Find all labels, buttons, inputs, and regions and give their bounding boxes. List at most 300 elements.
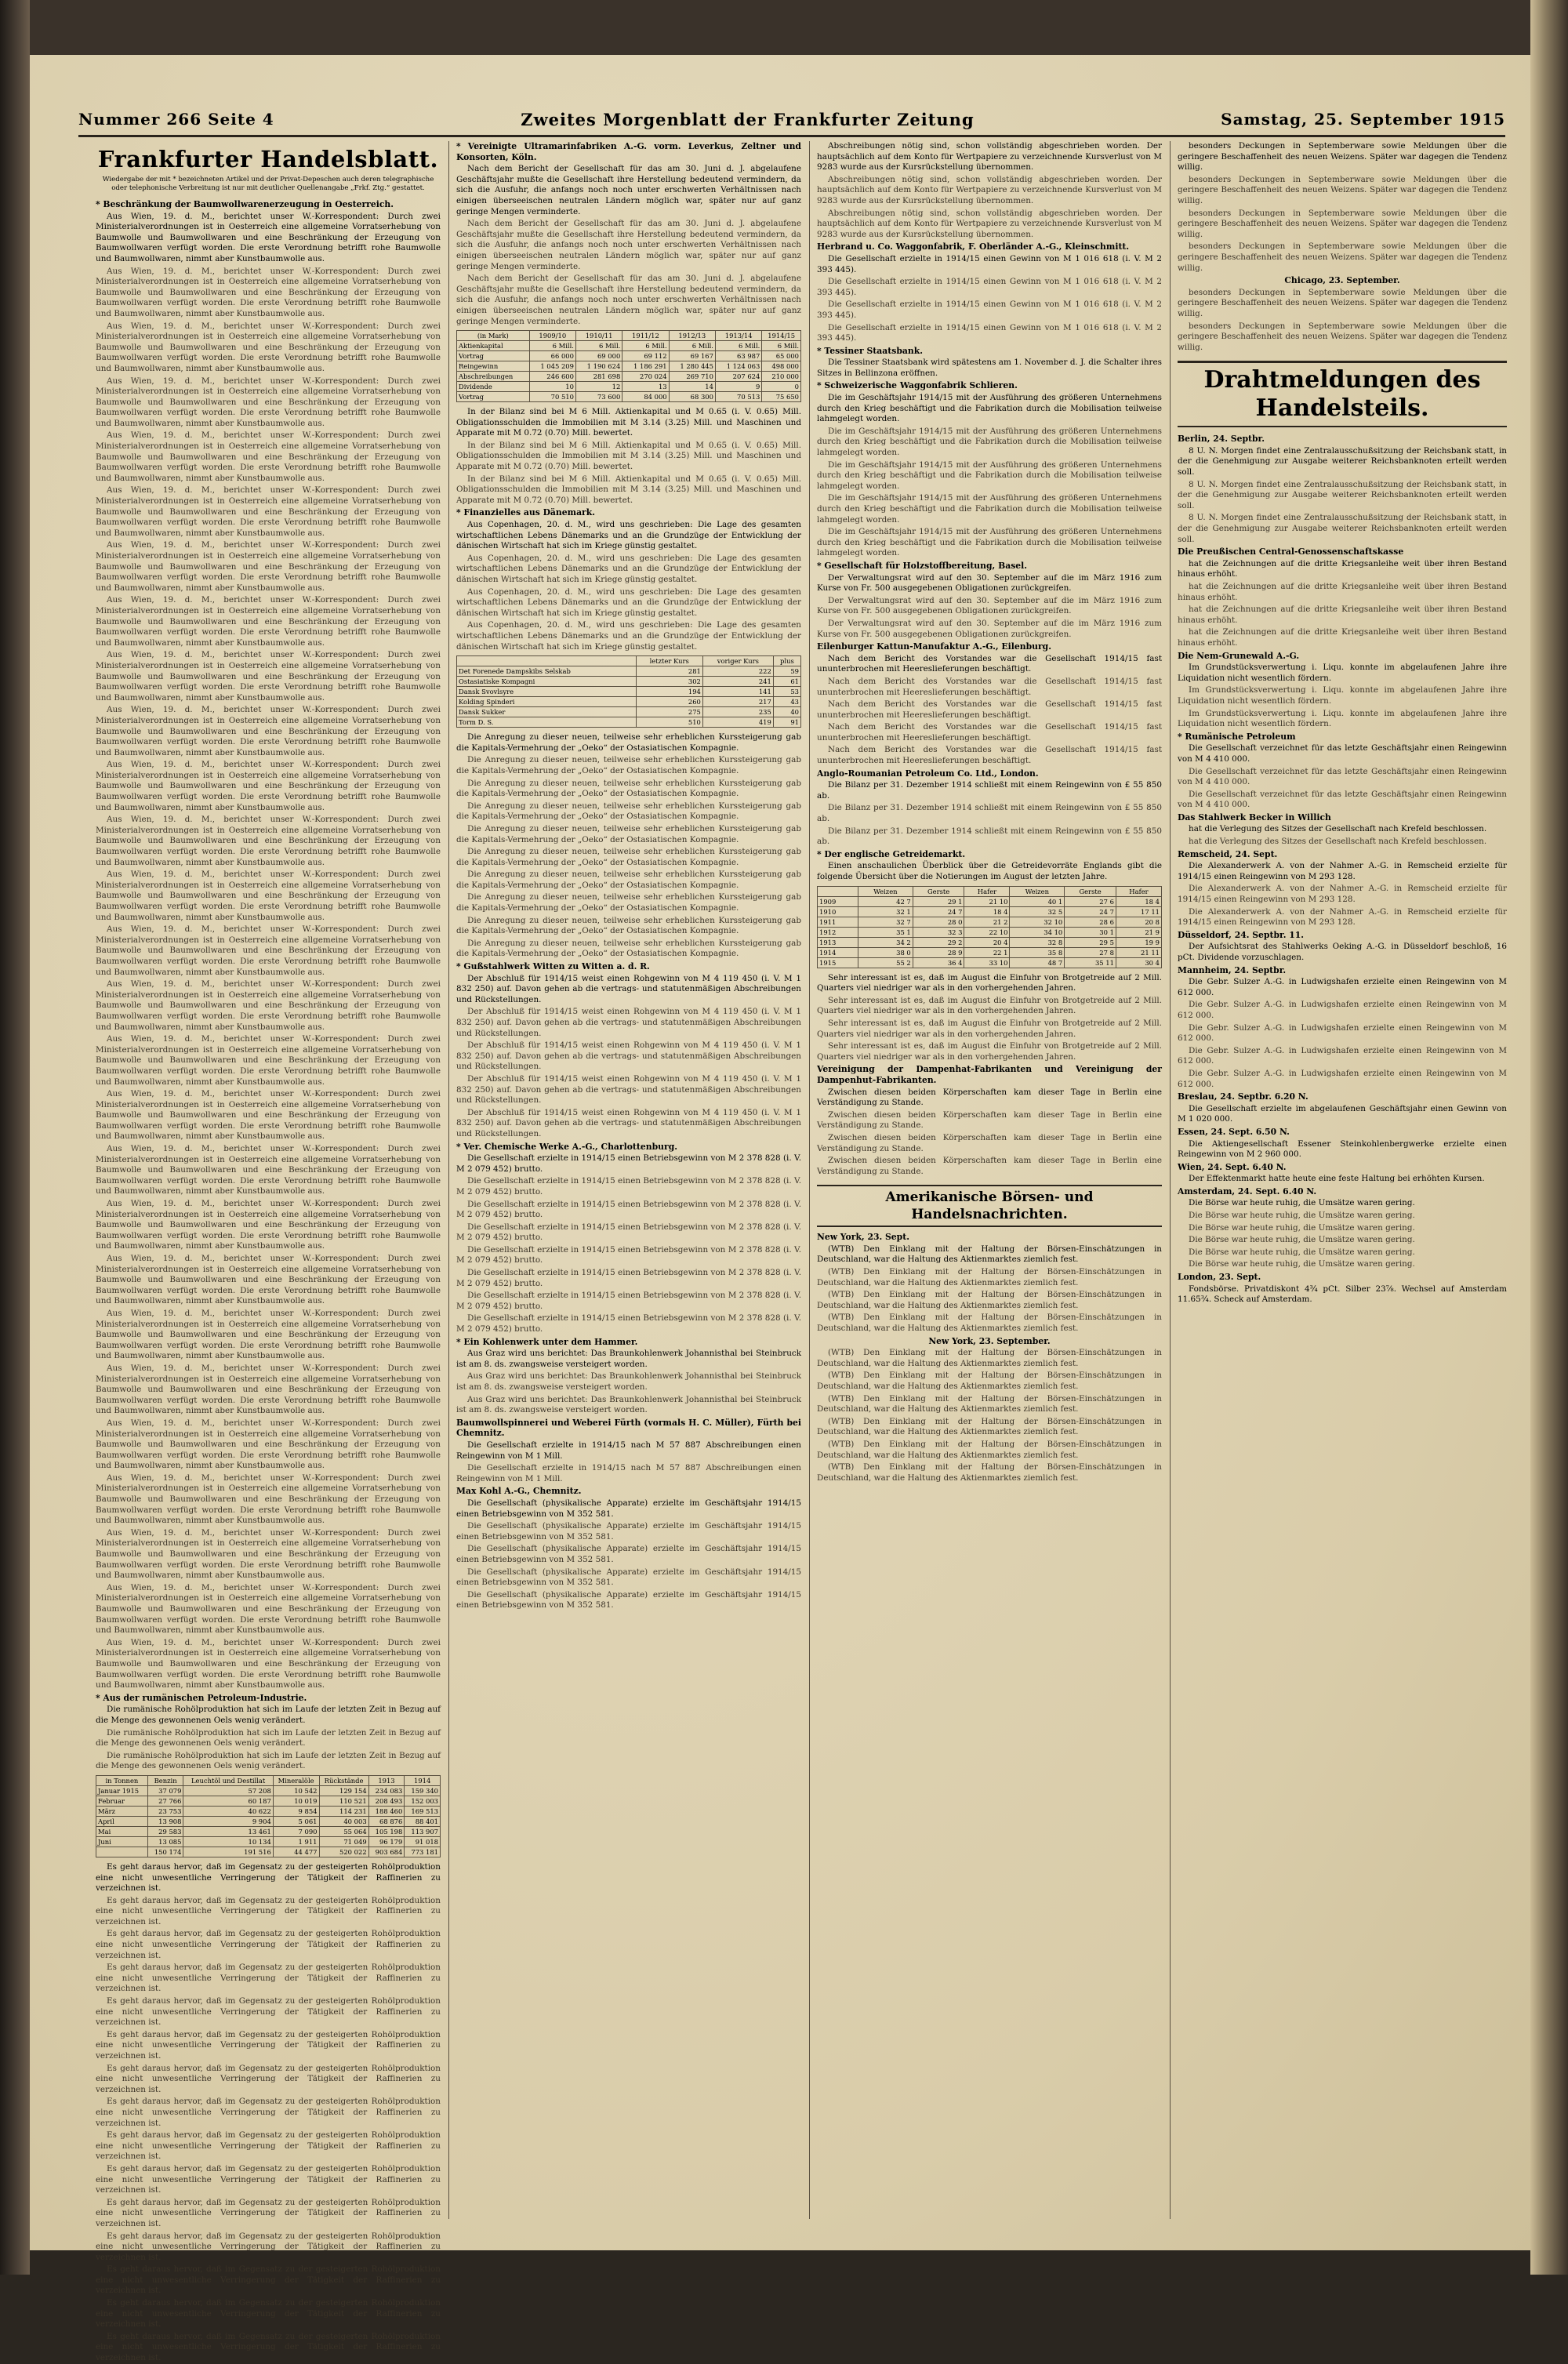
article-text: Die Gesellschaft (physikalische Apparate) erzielte im Geschäftsjahr 1914/15 einen Betriebsgewinn von M 352 581.	[456, 1589, 801, 1610]
table-cell: 10 542	[273, 1785, 319, 1796]
table-header-cell: 1914/15	[762, 331, 801, 341]
article-text: Die Gebr. Sulzer A.-G. in Ludwigshafen erzielte einen Reingewinn von M 612 000.	[1178, 1045, 1507, 1066]
article-text: Der Verwaltungsrat wird auf den 30. September auf die im März 1916 zum Kurse von Fr. 500 ausgegebenen Obligationen zurückgreifen.	[817, 595, 1162, 616]
table-row	[818, 896, 1162, 906]
article-text: Es geht daraus hervor, daß im Gegensatz zu der gesteigerten Rohölproduktion eine nicht unwesentliche Verringerung der Tätigkeit der Raffinerien zu verzeichnen ist.	[96, 2197, 441, 2228]
article-text: Der Verwaltungsrat wird auf den 30. September auf die im März 1916 zum Kurse von Fr. 500 ausgegebenen Obligationen zurückgreifen.	[817, 572, 1162, 594]
article-title: Amsterdam, 24. Sept. 6.40 N.	[1178, 1186, 1317, 1197]
table-row	[96, 1836, 441, 1847]
table-cell: 281 698	[575, 372, 622, 382]
article-text: Die Anregung zu dieser neuen, teilweise sehr erheblichen Kurssteigerung gab die Kapitals-Vermehrung der „Oeko“ der Ostasiatischen Kompagnie.	[456, 915, 801, 936]
table-header-cell: 1909/10	[529, 331, 575, 341]
article-text: Zwischen diesen beiden Körperschaften kam dieser Tage in Berlin eine Verständigung zu Stande.	[817, 1132, 1162, 1153]
table-cell: 28 0	[913, 917, 964, 927]
article-title: * Gußstahlwerk Witten zu Witten a. d. R.	[456, 961, 650, 972]
table-cell: 129 154	[319, 1785, 368, 1796]
header-issue: Nummer 266 Seite 4	[78, 110, 274, 129]
article-text: Die Börse war heute ruhig, die Umsätze waren gering.	[1189, 1259, 1415, 1269]
petroleum-table	[96, 1775, 441, 1857]
table-header-cell: 1913	[368, 1775, 405, 1785]
table-cell: Vortrag	[457, 392, 530, 402]
article-text: Es geht daraus hervor, daß im Gegensatz zu der gesteigerten Rohölproduktion eine nicht unwesentliche Verringerung der Tätigkeit der Raffinerien zu verzeichnen ist.	[96, 2264, 441, 2296]
article-text: 8 U. N. Morgen findet eine Zentralausschußsitzung der Reichsbank statt, in der die Genehmigung zur Ausgabe weiterer Reichsbanknoten erteilt werden soll.	[1178, 513, 1507, 544]
table-cell: 30 1	[1065, 927, 1116, 937]
article-text: Es geht daraus hervor, daß im Gegensatz zu der gesteigerten Rohölproduktion eine nicht unwesentliche Verringerung der Tätigkeit der Raffinerien zu verzeichnen ist.	[96, 2163, 441, 2195]
table-cell: 84 000	[622, 392, 669, 402]
table-header-cell: Weizen	[1010, 886, 1065, 896]
article-text: Aus Wien, 19. d. M., berichtet unser W.-Korrespondent: Durch zwei Ministerialverordnungen ist in Oesterreich eine allgemeine Vorratserhebung von Baumwolle und Baumwollwaren und eine Beschränkung der Erzeugung von Baumwollwaren verfügt worden. Die erste Verordnung betrifft rohe Baumwolle und Baumwollwaren, nimmt aber Kunstbaumwolle aus.	[96, 540, 441, 593]
table-cell: 520 022	[319, 1847, 368, 1857]
article-title: * Gesellschaft für Holzstoffbereitung, Basel.	[817, 560, 1028, 571]
table-cell: 27 6	[1065, 896, 1116, 906]
table-cell: 23 753	[147, 1806, 183, 1816]
article-text: Die Gesellschaft erzielte in 1914/15 nach M 57 887 Abschreibungen einen Reingewinn von M 1 Mill.	[456, 1440, 801, 1461]
article-text: Die Anregung zu dieser neuen, teilweise sehr erheblichen Kurssteigerung gab die Kapitals-Vermehrung der „Oeko“ der Ostasiatischen Kompagnie.	[456, 778, 801, 799]
table-cell: Dividende	[457, 382, 530, 392]
table-cell: 141	[702, 687, 773, 697]
table-cell: 27 8	[1065, 947, 1116, 957]
table-cell: 498 000	[762, 361, 801, 372]
article-text: Aus Wien, 19. d. M., berichtet unser W.-Korrespondent: Durch zwei Ministerialverordnungen ist in Oesterreich eine allgemeine Vorratserhebung von Baumwolle und Baumwollwaren und eine Beschränkung der Erzeugung von Baumwollwaren verfügt worden. Die erste Verordnung betrifft rohe Baumwolle und Baumwollwaren, nimmt aber Kunstbaumwolle aus.	[96, 1527, 441, 1581]
table-row	[457, 677, 801, 687]
article-title: Max Kohl A.-G., Chemnitz.	[456, 1486, 582, 1497]
article-title: Düsseldorf, 24. Septbr. 11.	[1178, 929, 1304, 940]
article-text: Aus Wien, 19. d. M., berichtet unser W.-Korrespondent: Durch zwei Ministerialverordnungen ist in Oesterreich eine allgemeine Vorratserhebung von Baumwolle und Baumwollwaren und eine Beschränkung der Erzeugung von Baumwollwaren verfügt worden. Die erste Verordnung betrifft rohe Baumwolle und Baumwollwaren, nimmt aber Kunstbaumwolle aus.	[96, 1582, 441, 1636]
table-header-cell: in Tonnen	[96, 1775, 148, 1785]
table-cell: 281	[636, 666, 702, 677]
article-text: Die im Geschäftsjahr 1914/15 mit der Ausführung des größeren Unternehmens durch den Krieg beschäftigt und die Fabrikation durch die Mobilisation teilweise lahmgelegt worden.	[817, 527, 1162, 558]
table-cell: 7 090	[273, 1826, 319, 1836]
table-cell: 1912	[818, 927, 858, 937]
article-title: Berlin, 24. Septbr.	[1178, 434, 1265, 445]
article-text: Im Grundstücksverwertung i. Liqu. konnte im abgelaufenen Jahre ihre Liquidation nicht wesentlich fördern.	[1178, 708, 1507, 729]
table-cell: 6 Mill.	[622, 341, 669, 351]
table-cell: Juni	[96, 1836, 148, 1847]
article-text: Die Bilanz per 31. Dezember 1914 schließt mit einem Reingewinn von £ 55 850 ab.	[817, 826, 1162, 847]
table-cell: März	[96, 1806, 148, 1816]
table-cell: 17 11	[1116, 906, 1161, 917]
table-cell: 169 513	[405, 1806, 441, 1816]
table-cell: 88 401	[405, 1816, 441, 1826]
article-text: Die Gesellschaft verzeichnet für das letzte Geschäftsjahr einen Reingewinn von M 4 410 000.	[1178, 789, 1507, 810]
article-text: besonders Deckungen in Septemberware sowie Meldungen über die geringere Beschaffenheit des neuen Weizens. Später war dagegen die Tendenz willig.	[1178, 321, 1507, 352]
article-text: Aus Wien, 19. d. M., berichtet unser W.-Korrespondent: Durch zwei Ministerialverordnungen ist in Oesterreich eine allgemeine Vorratserhebung von Baumwolle und Baumwollwaren und eine Beschränkung der Erzeugung von Baumwollwaren verfügt worden. Die erste Verordnung betrifft rohe Baumwolle und Baumwollwaren, nimmt aber Kunstbaumwolle aus.	[96, 1418, 441, 1471]
table-cell: 1 124 063	[715, 361, 761, 372]
table-row	[457, 382, 801, 392]
table-cell: 40	[773, 707, 800, 717]
article-text: Der Abschluß für 1914/15 weist einen Rohgewinn von M 4 119 450 (i. V. M 1 832 250) auf. Davon gehen ab die vertrags- und statutenmäßigen Abschreibungen und Rückstellungen.	[456, 1007, 801, 1038]
article-text: Der Aufsichtsrat des Stahlwerks Oeking A.-G. in Düsseldorf beschloß, 16 pCt. Dividende vorzuschlagen.	[1178, 942, 1507, 962]
article-text: Die Gesellschaft erzielte in 1914/15 nach M 57 887 Abschreibungen einen Reingewinn von M 1 Mill.	[456, 1463, 801, 1483]
article-title: Die Preußischen Central-Genossenschaftskasse	[1178, 547, 1404, 557]
article-title: * Der englische Getreidemarkt.	[817, 848, 966, 859]
article-text: Die Börse war heute ruhig, die Umsätze waren gering.	[1189, 1247, 1415, 1257]
article-text: Aus Wien, 19. d. M., berichtet unser W.-Korrespondent: Durch zwei Ministerialverordnungen ist in Oesterreich eine allgemeine Vorratserhebung von Baumwolle und Baumwollwaren und eine Beschränkung der Erzeugung von Baumwollwaren verfügt worden. Die erste Verordnung betrifft rohe Baumwolle und Baumwollwaren, nimmt aber Kunstbaumwolle aus.	[96, 1199, 441, 1251]
article-text: besonders Deckungen in Septemberware sowie Meldungen über die geringere Beschaffenheit des neuen Weizens. Später war dagegen die Tendenz willig.	[1178, 287, 1507, 318]
table-header-cell: Mineralöle	[273, 1775, 319, 1785]
column-3	[817, 141, 1162, 2227]
article-text: Der Abschluß für 1914/15 weist einen Rohgewinn von M 4 119 450 (i. V. M 1 832 250) auf. Davon gehen ab die vertrags- und statutenmäßigen Abschreibungen und Rückstellungen.	[456, 973, 801, 1004]
table-cell: 275	[636, 707, 702, 717]
table-cell: 22 10	[964, 927, 1010, 937]
article-text: Die Gesellschaft (physikalische Apparate) erzielte im Geschäftsjahr 1914/15 einen Betriebsgewinn von M 352 581.	[456, 1544, 801, 1564]
table-cell: 9 854	[273, 1806, 319, 1816]
table-cell: 35 1	[858, 927, 913, 937]
table-header-cell: Leuchtöl und Destillat	[183, 1775, 273, 1785]
article-text: Die Alexanderwerk A. von der Nahmer A.-G. in Remscheid erzielte für 1914/15 einen Reingewinn von M 293 128.	[1178, 861, 1507, 881]
article-text: Im Grundstücksverwertung i. Liqu. konnte im abgelaufenen Jahre ihre Liquidation nicht wesentlich fördern.	[1178, 663, 1507, 683]
article-text: Die Gesellschaft erzielte in 1914/15 einen Gewinn von M 1 016 618 (i. V. M 2 393 445).	[817, 322, 1162, 343]
article-title: Wien, 24. Sept. 6.40 N.	[1178, 1161, 1287, 1172]
masthead-note: Wiedergabe der mit * bezeichneten Artikel und der Privat-Depeschen auch deren telegraphische oder telephonische Verbreitung ist nur mit deutlicher Quellenangabe „Frkf. Ztg.“ gestattet.	[102, 176, 434, 192]
table-cell: 10	[529, 382, 575, 392]
article-text: Aus Wien, 19. d. M., berichtet unser W.-Korrespondent: Durch zwei Ministerialverordnungen ist in Oesterreich eine allgemeine Vorratserhebung von Baumwolle und Baumwollwaren und eine Beschränkung der Erzeugung von Baumwollwaren verfügt worden. Die erste Verordnung betrifft rohe Baumwolle und Baumwollwaren, nimmt aber Kunstbaumwolle aus.	[96, 376, 441, 428]
table-cell: Februar	[96, 1796, 148, 1806]
table-cell: 71 049	[319, 1836, 368, 1847]
article-text: (WTB) Den Einklang mit der Haltung der Börsen-Einschätzungen in Deutschland, war die Haltung des Aktienmarktes ziemlich fest.	[817, 1416, 1162, 1437]
article-text: Aus Wien, 19. d. M., berichtet unser W.-Korrespondent: Durch zwei Ministerialverordnungen ist in Oesterreich eine allgemeine Vorratserhebung von Baumwolle und Baumwollwaren und eine Beschränkung der Erzeugung von Baumwollwaren verfügt worden. Die erste Verordnung betrifft rohe Baumwolle und Baumwollwaren, nimmt aber Kunstbaumwolle aus.	[96, 1308, 441, 1361]
article-text: Die rumänische Rohölproduktion hat sich im Laufe der letzten Zeit in Bezug auf die Menge des gewonnenen Oels wenig verändert.	[96, 1750, 441, 1771]
header-date: Samstag, 25. September 1915	[1221, 110, 1505, 129]
table-cell: Kolding Spinderi	[457, 697, 637, 707]
table-cell: April	[96, 1816, 148, 1826]
table-cell: 217	[702, 697, 773, 707]
table-cell: 42 7	[858, 896, 913, 906]
table-header-cell: Benzin	[147, 1775, 183, 1785]
table-cell: 40 622	[183, 1806, 273, 1816]
article-title: * Rumänische Petroleum	[1178, 731, 1296, 742]
table-cell: 903 684	[368, 1847, 405, 1857]
table-cell: 208 493	[368, 1796, 405, 1806]
table-cell: 33 10	[964, 957, 1010, 968]
column-4	[1178, 141, 1507, 2227]
article-text: Die im Geschäftsjahr 1914/15 mit der Ausführung des größeren Unternehmens durch den Krieg beschäftigt und die Fabrikation durch die Mobilisation teilweise lahmgelegt worden.	[817, 426, 1162, 458]
table-cell: 32 1	[858, 906, 913, 917]
table-cell: 27 766	[147, 1796, 183, 1806]
article-text: Die Gesellschaft erzielte in 1914/15 einen Betriebsgewinn von M 2 378 828 (i. V. M 2 079 452) brutto.	[456, 1291, 801, 1311]
article-text: Die Alexanderwerk A. von der Nahmer A.-G. in Remscheid erzielte für 1914/15 einen Reingewinn von M 293 128.	[1178, 884, 1507, 905]
table-cell	[96, 1847, 148, 1857]
article-text: Der Effektenmarkt hatte heute eine feste Haltung bei erhöhten Kursen.	[1189, 1174, 1485, 1184]
table-row	[818, 957, 1162, 968]
table-cell: 234 083	[368, 1785, 405, 1796]
table-row	[96, 1847, 441, 1857]
table-header-cell: Hafer	[1116, 886, 1161, 896]
table-cell: 66 000	[529, 351, 575, 361]
article-text: Aus Copenhagen, 20. d. M., wird uns geschrieben: Die Lage des gesamten wirtschaftlichen Lebens Dänemarks und an die Grundzüge der Entwicklung der dänischen Wirtschaft hat sich im Kriege günstig gestaltet.	[456, 620, 801, 652]
table-cell: 57 208	[183, 1785, 273, 1796]
table-cell: 28 9	[913, 947, 964, 957]
article-text: Aus Wien, 19. d. M., berichtet unser W.-Korrespondent: Durch zwei Ministerialverordnungen ist in Oesterreich eine allgemeine Vorratserhebung von Baumwolle und Baumwollwaren und eine Beschränkung der Erzeugung von Baumwollwaren verfügt worden. Die erste Verordnung betrifft rohe Baumwolle und Baumwollwaren, nimmt aber Kunstbaumwolle aus.	[96, 979, 441, 1032]
table-row	[818, 947, 1162, 957]
table-cell: 12	[575, 382, 622, 392]
article-text: Die Gesellschaft erzielte in 1914/15 einen Gewinn von M 1 016 618 (i. V. M 2 393 445).	[817, 277, 1162, 297]
table-cell: 24 7	[913, 906, 964, 917]
article-text: Nach dem Bericht des Vorstandes war die Gesellschaft 1914/15 fast ununterbrochen mit Heereslieferungen beschäftigt.	[817, 699, 1162, 720]
article-text: Die Börse war heute ruhig, die Umsätze waren gering.	[1189, 1222, 1415, 1233]
article-text: Aus Graz wird uns berichtet: Das Braunkohlenwerk Johannisthal bei Steinbruck ist am 8. ds. zwangsweise versteigert worden.	[456, 1394, 801, 1415]
table-cell: 5 061	[273, 1816, 319, 1826]
article-text: Die Gesellschaft erzielte in 1914/15 einen Betriebsgewinn von M 2 378 828 (i. V. M 2 079 452) brutto.	[456, 1199, 801, 1220]
article-text: Die Anregung zu dieser neuen, teilweise sehr erheblichen Kurssteigerung gab die Kapitals-Vermehrung der „Oeko“ der Ostasiatischen Kompagnie.	[456, 823, 801, 844]
article-text: hat die Verlegung des Sitzes der Gesellschaft nach Krefeld beschlossen.	[1189, 824, 1487, 834]
table-cell: 246 600	[529, 372, 575, 382]
article-text: Der Abschluß für 1914/15 weist einen Rohgewinn von M 4 119 450 (i. V. M 1 832 250) auf. Davon gehen ab die vertrags- und statutenmäßigen Abschreibungen und Rückstellungen.	[456, 1073, 801, 1106]
article-text: Abschreibungen nötig sind, schon vollständig abgeschrieben worden. Der hauptsächlich auf dem Konto für Wertpapiere zu verzeichnende Kursverlust von M 9283 wurde aus der Kursrückstellung übernommen.	[817, 141, 1162, 172]
table-header-cell: Hafer	[964, 886, 1010, 896]
article-title: * Schweizerische Waggonfabrik Schlieren.	[817, 380, 1018, 391]
table-header-cell: 1913/14	[715, 331, 761, 341]
table-row	[818, 906, 1162, 917]
article-title: Die Nem-Grunewald A.-G.	[1178, 650, 1300, 661]
table-cell: 105 198	[368, 1826, 405, 1836]
article-text: (WTB) Den Einklang mit der Haltung der Börsen-Einschätzungen in Deutschland, war die Haltung des Aktienmarktes ziemlich fest.	[817, 1313, 1162, 1334]
article-text: Die Börse war heute ruhig, die Umsätze waren gering.	[1189, 1198, 1415, 1208]
table-cell: 40 003	[319, 1816, 368, 1826]
article-text: Sehr interessant ist es, daß im August die Einfuhr von Brotgetreide auf 2 Mill. Quarters viel niedriger war als in den vorhergehenden Jahren.	[817, 1041, 1162, 1062]
article-text: Die Gesellschaft erzielte in 1914/15 einen Betriebsgewinn von M 2 378 828 (i. V. M 2 079 452) brutto.	[456, 1244, 801, 1266]
header-rule	[78, 135, 1505, 137]
table-row	[96, 1785, 441, 1796]
table-cell: 21 11	[1116, 947, 1161, 957]
article-text: Die im Geschäftsjahr 1914/15 mit der Ausführung des größeren Unternehmens durch den Krieg beschäftigt und die Fabrikation durch die Mobilisation teilweise lahmgelegt worden.	[817, 493, 1162, 525]
table-cell: Dansk Svovlsyre	[457, 687, 637, 697]
article-text: 8 U. N. Morgen findet eine Zentralausschußsitzung der Reichsbank statt, in der die Genehmigung zur Ausgabe weiterer Reichsbanknoten erteilt werden soll.	[1178, 445, 1507, 478]
table-cell: 32 7	[858, 917, 913, 927]
article-text: Die Gesellschaft erzielte in 1914/15 einen Betriebsgewinn von M 2 378 828 (i. V. M 2 079 452) brutto.	[456, 1176, 801, 1197]
article-title: * Ein Kohlenwerk unter dem Hammer.	[456, 1336, 638, 1347]
article-text: Aus Graz wird uns berichtet: Das Braunkohlenwerk Johannisthal bei Steinbruck ist am 8. ds. zwangsweise versteigert worden.	[456, 1349, 801, 1369]
table-cell: 69 167	[669, 351, 715, 361]
article-text: Es geht daraus hervor, daß im Gegensatz zu der gesteigerten Rohölproduktion eine nicht unwesentliche Verringerung der Tätigkeit der Raffinerien zu verzeichnen ist.	[96, 2231, 441, 2262]
table-cell: 29 1	[913, 896, 964, 906]
table-cell: 43	[773, 697, 800, 707]
article-text: Die Alexanderwerk A. von der Nahmer A.-G. in Remscheid erzielte für 1914/15 einen Reingewinn von M 293 128.	[1178, 906, 1507, 928]
article-text: Die Börse war heute ruhig, die Umsätze waren gering.	[1189, 1235, 1415, 1245]
article-text: Der Verwaltungsrat wird auf den 30. September auf die im März 1916 zum Kurse von Fr. 500 ausgegebenen Obligationen zurückgreifen.	[817, 618, 1162, 639]
table-cell: 10 019	[273, 1796, 319, 1806]
table-header-cell: Weizen	[858, 886, 913, 896]
table-cell: 32 3	[913, 927, 964, 937]
article-text: hat die Zeichnungen auf die dritte Kriegsanleihe weit über ihren Bestand hinaus erhöht.	[1178, 558, 1507, 579]
table-cell: 9	[715, 382, 761, 392]
table-cell: 32 8	[1010, 937, 1065, 947]
table-cell: 20 8	[1116, 917, 1161, 927]
article-text: 8 U. N. Morgen findet eine Zentralausschußsitzung der Reichsbank statt, in der die Genehmigung zur Ausgabe weiterer Reichsbanknoten erteilt werden soll.	[1178, 479, 1507, 510]
column-divider	[1170, 141, 1171, 2219]
table-cell: 75 650	[762, 392, 801, 402]
table-cell: 1909	[818, 896, 858, 906]
table-header-cell: plus	[773, 656, 800, 666]
article-text: Es geht daraus hervor, daß im Gegensatz zu der gesteigerten Rohölproduktion eine nicht unwesentliche Verringerung der Tätigkeit der Raffinerien zu verzeichnen ist.	[96, 1996, 441, 2028]
article-text: (WTB) Den Einklang mit der Haltung der Börsen-Einschätzungen in Deutschland, war die Haltung des Aktienmarktes ziemlich fest.	[817, 1462, 1162, 1483]
table-row	[457, 697, 801, 707]
masthead: Frankfurter Handelsblatt.	[97, 146, 439, 172]
table-cell: 110 521	[319, 1796, 368, 1806]
section-heading: Drahtmeldungen des Handelsteils.	[1178, 361, 1507, 427]
article-text: Aus Wien, 19. d. M., berichtet unser W.-Korrespondent: Durch zwei Ministerialverordnungen ist in Oesterreich eine allgemeine Vorratserhebung von Baumwolle und Baumwollwaren und eine Beschränkung der Erzeugung von Baumwollwaren verfügt worden. Die erste Verordnung betrifft rohe Baumwolle und Baumwollwaren, nimmt aber Kunstbaumwolle aus.	[96, 1034, 441, 1087]
table-cell: 773 181	[405, 1847, 441, 1857]
article-text: Nach dem Bericht der Gesellschaft für das am 30. Juni d. J. abgelaufene Geschäftsjahr mußte die Gesellschaft ihre Herstellung bedeutend vermindern, da sich die Ausfuhr, die anfangs noch noch unter erschwerten Verhältnissen nach einigen überseeischen neutralen Ländern möglich war, später nur auf ganz geringe Mengen verminderte.	[456, 164, 801, 216]
table-cell: 1910	[818, 906, 858, 917]
article-text: Die Gesellschaft (physikalische Apparate) erzielte im Geschäftsjahr 1914/15 einen Betriebsgewinn von M 352 581.	[456, 1498, 801, 1519]
article-text: besonders Deckungen in Septemberware sowie Meldungen über die geringere Beschaffenheit des neuen Weizens. Später war dagegen die Tendenz willig.	[1178, 174, 1507, 205]
table-cell: 44 477	[273, 1847, 319, 1857]
table-cell: 13	[622, 382, 669, 392]
article-text: Der Abschluß für 1914/15 weist einen Rohgewinn von M 4 119 450 (i. V. M 1 832 250) auf. Davon gehen ab die vertrags- und statutenmäßigen Abschreibungen und Rückstellungen.	[456, 1107, 801, 1138]
article-text: Nach dem Bericht der Gesellschaft für das am 30. Juni d. J. abgelaufene Geschäftsjahr mußte die Gesellschaft ihre Herstellung bedeutend vermindern, da sich die Ausfuhr, die anfangs noch noch unter erschwerten Verhältnissen nach einigen überseeischen neutralen Ländern möglich war, später nur auf ganz geringe Mengen verminderte.	[456, 274, 801, 326]
table-cell: Torm D. S.	[457, 717, 637, 728]
table-cell: 65 000	[762, 351, 801, 361]
article-text: Nach dem Bericht des Vorstandes war die Gesellschaft 1914/15 fast ununterbrochen mit Heereslieferungen beschäftigt.	[817, 676, 1162, 697]
article-title: Vereinigung der Dampenhat-Fabrikanten und Vereinigung der Dampenhut-Fabrikanten.	[817, 1064, 1162, 1085]
article-text: besonders Deckungen in Septemberware sowie Meldungen über die geringere Beschaffenheit des neuen Weizens. Später war dagegen die Tendenz willig.	[1178, 241, 1507, 273]
table-cell: 191 516	[183, 1847, 273, 1857]
table-cell: 68 876	[368, 1816, 405, 1826]
table-cell: 1914	[818, 947, 858, 957]
article-text: Aus Wien, 19. d. M., berichtet unser W.-Korrespondent: Durch zwei Ministerialverordnungen ist in Oesterreich eine allgemeine Vorratserhebung von Baumwolle und Baumwollwaren und eine Beschränkung der Erzeugung von Baumwollwaren verfügt worden. Die erste Verordnung betrifft rohe Baumwolle und Baumwollwaren, nimmt aber Kunstbaumwolle aus.	[96, 870, 441, 922]
table-cell: 29 583	[147, 1826, 183, 1836]
table-cell: 29 2	[913, 937, 964, 947]
article-text: Aus Wien, 19. d. M., berichtet unser W.-Korrespondent: Durch zwei Ministerialverordnungen ist in Oesterreich eine allgemeine Vorratserhebung von Baumwolle und Baumwollwaren und eine Beschränkung der Erzeugung von Baumwollwaren verfügt worden. Die erste Verordnung betrifft rohe Baumwolle und Baumwollwaren, nimmt aber Kunstbaumwolle aus.	[96, 1637, 441, 1690]
table-cell: 10 134	[183, 1836, 273, 1847]
article-text: Die Gesellschaft erzielte in 1914/15 einen Gewinn von M 1 016 618 (i. V. M 2 393 445).	[817, 253, 1162, 274]
article-text: Es geht daraus hervor, daß im Gegensatz zu der gesteigerten Rohölproduktion eine nicht unwesentliche Verringerung der Tätigkeit der Raffinerien zu verzeichnen ist.	[96, 2063, 441, 2094]
table-row	[457, 687, 801, 697]
article-text: Aus Wien, 19. d. M., berichtet unser W.-Korrespondent: Durch zwei Ministerialverordnungen ist in Oesterreich eine allgemeine Vorratserhebung von Baumwolle und Baumwollwaren und eine Beschränkung der Erzeugung von Baumwollwaren verfügt worden. Die erste Verordnung betrifft rohe Baumwolle und Baumwollwaren, nimmt aber Kunstbaumwolle aus.	[96, 321, 441, 373]
table-cell: 36 4	[913, 957, 964, 968]
article-text: Aus Wien, 19. d. M., berichtet unser W.-Korrespondent: Durch zwei Ministerialverordnungen ist in Oesterreich eine allgemeine Vorratserhebung von Baumwolle und Baumwollwaren und eine Beschränkung der Erzeugung von Baumwollwaren verfügt worden. Die erste Verordnung betrifft rohe Baumwolle und Baumwollwaren, nimmt aber Kunstbaumwolle aus.	[96, 1254, 441, 1306]
article-text: Die Gebr. Sulzer A.-G. in Ludwigshafen erzielte einen Reingewinn von M 612 000.	[1178, 1068, 1507, 1089]
article-title: London, 23. Sept.	[1178, 1272, 1261, 1283]
article-text: Die Anregung zu dieser neuen, teilweise sehr erheblichen Kurssteigerung gab die Kapitals-Vermehrung der „Oeko“ der Ostasiatischen Kompagnie.	[456, 870, 801, 890]
page-header	[78, 103, 1505, 135]
article-text: In der Bilanz sind bei M 6 Mill. Aktienkapital und M 0.65 (i. V. 0.65) Mill. Obligationsschulden die Immobilien mit M 3.14 (3.25) Mill. und Maschinen und Apparate mit M 0.72 (0.70) Mill. bewertet.	[456, 474, 801, 505]
table-cell: 59	[773, 666, 800, 677]
table-cell: 30 4	[1116, 957, 1161, 968]
article-text: besonders Deckungen in Septemberware sowie Meldungen über die geringere Beschaffenheit des neuen Weizens. Später war dagegen die Tendenz willig.	[1178, 208, 1507, 239]
article-text: Die Gesellschaft erzielte in 1914/15 einen Betriebsgewinn von M 2 378 828 (i. V. M 2 079 452) brutto.	[456, 1313, 801, 1335]
article-text: Nach dem Bericht des Vorstandes war die Gesellschaft 1914/15 fast ununterbrochen mit Heereslieferungen beschäftigt.	[817, 722, 1162, 743]
article-text: Die Aktiengesellschaft Essener Steinkohlenbergwerke erzielte einen Reingewinn von M 2 960 000.	[1178, 1138, 1507, 1160]
article-text: besonders Deckungen in Septemberware sowie Meldungen über die geringere Beschaffenheit des neuen Weizens. Später war dagegen die Tendenz willig.	[1178, 141, 1507, 172]
table-cell: 61	[773, 677, 800, 687]
article-text: Die im Geschäftsjahr 1914/15 mit der Ausführung des größeren Unternehmens durch den Krieg beschäftigt und die Fabrikation durch die Mobilisation teilweise lahmgelegt worden.	[817, 459, 1162, 491]
article-text: Die Gesellschaft verzeichnet für das letzte Geschäftsjahr einen Reingewinn von M 4 410 000.	[1178, 743, 1507, 764]
table-cell: Aktienkapital	[457, 341, 530, 351]
article-text: Die Gebr. Sulzer A.-G. in Ludwigshafen erzielte einen Reingewinn von M 612 000.	[1178, 977, 1507, 997]
article-text: Aus Wien, 19. d. M., berichtet unser W.-Korrespondent: Durch zwei Ministerialverordnungen ist in Oesterreich eine allgemeine Vorratserhebung von Baumwolle und Baumwollwaren und eine Beschränkung der Erzeugung von Baumwollwaren verfügt worden. Die erste Verordnung betrifft rohe Baumwolle und Baumwollwaren, nimmt aber Kunstbaumwolle aus.	[96, 1473, 441, 1526]
article-text: Die Anregung zu dieser neuen, teilweise sehr erheblichen Kurssteigerung gab die Kapitals-Vermehrung der „Oeko“ der Ostasiatischen Kompagnie.	[456, 732, 801, 753]
table-cell: 1 186 291	[622, 361, 669, 372]
article-text: Aus Wien, 19. d. M., berichtet unser W.-Korrespondent: Durch zwei Ministerialverordnungen ist in Oesterreich eine allgemeine Vorratserhebung von Baumwolle und Baumwollwaren und eine Beschränkung der Erzeugung von Baumwollwaren verfügt worden. Die erste Verordnung betrifft rohe Baumwolle und Baumwollwaren, nimmt aber Kunstbaumwolle aus.	[96, 650, 441, 703]
article-text: Aus Wien, 19. d. M., berichtet unser W.-Korrespondent: Durch zwei Ministerialverordnungen ist in Oesterreich eine allgemeine Vorratserhebung von Baumwolle und Baumwollwaren und eine Beschränkung der Erzeugung von Baumwollwaren verfügt worden. Die erste Verordnung betrifft rohe Baumwolle und Baumwollwaren, nimmt aber Kunstbaumwolle aus.	[96, 1363, 441, 1416]
article-title: Essen, 24. Sept. 6.50 N.	[1178, 1126, 1290, 1137]
table-header-cell	[457, 656, 637, 666]
column-1	[96, 141, 441, 2363]
table-cell: 235	[702, 707, 773, 717]
article-text: Fondsbörse. Privatdiskont 4¾ pCt. Silber 23⅞. Wechsel auf Amsterdam 11.65¾. Scheck auf Amsterdam.	[1178, 1284, 1507, 1305]
page-top-shadow	[30, 0, 1530, 55]
table-cell: 91 018	[405, 1836, 441, 1847]
table-cell: 152 003	[405, 1796, 441, 1806]
table-cell: 19 9	[1116, 937, 1161, 947]
table-cell: 63 987	[715, 351, 761, 361]
table-cell: 13 908	[147, 1816, 183, 1826]
article-text: (WTB) Den Einklang mit der Haltung der Börsen-Einschätzungen in Deutschland, war die Haltung des Aktienmarktes ziemlich fest.	[817, 1290, 1162, 1310]
table-cell: 29 5	[1065, 937, 1116, 947]
column-divider	[809, 141, 810, 2219]
table-cell: 70 510	[529, 392, 575, 402]
article-text: (WTB) Den Einklang mit der Haltung der Börsen-Einschätzungen in Deutschland, war die Haltung des Aktienmarktes ziemlich fest.	[817, 1244, 1162, 1265]
article-text: Es geht daraus hervor, daß im Gegensatz zu der gesteigerten Rohölproduktion eine nicht unwesentliche Verringerung der Tätigkeit der Raffinerien zu verzeichnen ist.	[96, 1861, 441, 1894]
article-text: Die rumänische Rohölproduktion hat sich im Laufe der letzten Zeit in Bezug auf die Menge des gewonnenen Oels wenig verändert.	[96, 1727, 441, 1748]
table-row	[96, 1806, 441, 1816]
article-text: Der Abschluß für 1914/15 weist einen Rohgewinn von M 4 119 450 (i. V. M 1 832 250) auf. Davon gehen ab die vertrags- und statutenmäßigen Abschreibungen und Rückstellungen.	[456, 1040, 801, 1072]
article-text: Die Anregung zu dieser neuen, teilweise sehr erheblichen Kurssteigerung gab die Kapitals-Vermehrung der „Oeko“ der Ostasiatischen Kompagnie.	[456, 892, 801, 913]
article-text: Sehr interessant ist es, daß im August die Einfuhr von Brotgetreide auf 2 Mill. Quarters viel niedriger war als in den vorhergehenden Jahren.	[817, 995, 1162, 1016]
article-text: Aus Copenhagen, 20. d. M., wird uns geschrieben: Die Lage des gesamten wirtschaftlichen Lebens Dänemarks und an die Grundzüge der Entwicklung der dänischen Wirtschaft hat sich im Kriege günstig gestaltet.	[456, 520, 801, 551]
table-cell: 69 000	[575, 351, 622, 361]
article-text: hat die Zeichnungen auf die dritte Kriegsanleihe weit über ihren Bestand hinaus erhöht.	[1178, 605, 1507, 625]
table-row	[457, 361, 801, 372]
table-cell: 37 079	[147, 1785, 183, 1796]
article-text: Die Anregung zu dieser neuen, teilweise sehr erheblichen Kurssteigerung gab die Kapitals-Vermehrung der „Oeko“ der Ostasiatischen Kompagnie.	[456, 801, 801, 822]
table-cell: 188 460	[368, 1806, 405, 1816]
table-row	[457, 717, 801, 728]
article-title: Anglo-Roumanian Petroleum Co. Ltd., London.	[817, 768, 1039, 779]
article-text: Die Gesellschaft erzielte in 1914/15 einen Betriebsgewinn von M 2 378 828 (i. V. M 2 079 452) brutto.	[456, 1153, 801, 1174]
table-cell: Abschreibungen	[457, 372, 530, 382]
article-text: Es geht daraus hervor, daß im Gegensatz zu der gesteigerten Rohölproduktion eine nicht unwesentliche Verringerung der Tätigkeit der Raffinerien zu verzeichnen ist.	[96, 2331, 441, 2363]
table-row	[96, 1816, 441, 1826]
table-row	[457, 392, 801, 402]
table-cell: 91	[773, 717, 800, 728]
table-cell: 96 179	[368, 1836, 405, 1847]
table-cell: 419	[702, 717, 773, 728]
article-text: Im Grundstücksverwertung i. Liqu. konnte im abgelaufenen Jahre ihre Liquidation nicht wesentlich fördern.	[1178, 685, 1507, 706]
table-header-cell: Gerste	[1065, 886, 1116, 896]
table-cell: 21 10	[964, 896, 1010, 906]
column-divider	[448, 141, 449, 2219]
table-row	[818, 927, 1162, 937]
table-cell: 34 10	[1010, 927, 1065, 937]
table-header-cell: 1912/13	[669, 331, 715, 341]
table-cell: 20 4	[964, 937, 1010, 947]
table-cell: 13 461	[183, 1826, 273, 1836]
book-binding	[0, 0, 30, 2275]
article-text: Aus Wien, 19. d. M., berichtet unser W.-Korrespondent: Durch zwei Ministerialverordnungen ist in Oesterreich eine allgemeine Vorratserhebung von Baumwolle und Baumwollwaren und eine Beschränkung der Erzeugung von Baumwollwaren verfügt worden. Die erste Verordnung betrifft rohe Baumwolle und Baumwollwaren, nimmt aber Kunstbaumwolle aus.	[96, 1089, 441, 1142]
table-cell: 260	[636, 697, 702, 707]
table-cell: 34 2	[858, 937, 913, 947]
table-row	[457, 666, 801, 677]
article-title: Herbrand u. Co. Waggonfabrik, F. Oberländer A.-G., Kleinschmitt.	[817, 241, 1130, 252]
table-cell: 194	[636, 687, 702, 697]
table-cell: 24 7	[1065, 906, 1116, 917]
table-header-cell: letzter Kurs	[636, 656, 702, 666]
table-row	[96, 1796, 441, 1806]
table-cell: 48 7	[1010, 957, 1065, 968]
table-cell: 60 187	[183, 1796, 273, 1806]
article-text: Zwischen diesen beiden Körperschaften kam dieser Tage in Berlin eine Verständigung zu Stande.	[817, 1087, 1162, 1108]
table-cell: 9 904	[183, 1816, 273, 1826]
table-cell: Reingewinn	[457, 361, 530, 372]
article-text: Es geht daraus hervor, daß im Gegensatz zu der gesteigerten Rohölproduktion eine nicht unwesentliche Verringerung der Tätigkeit der Raffinerien zu verzeichnen ist.	[96, 1895, 441, 1926]
table-cell: 55 064	[319, 1826, 368, 1836]
table-cell: Mai	[96, 1826, 148, 1836]
table-cell: 210 000	[762, 372, 801, 382]
table-row	[457, 341, 801, 351]
